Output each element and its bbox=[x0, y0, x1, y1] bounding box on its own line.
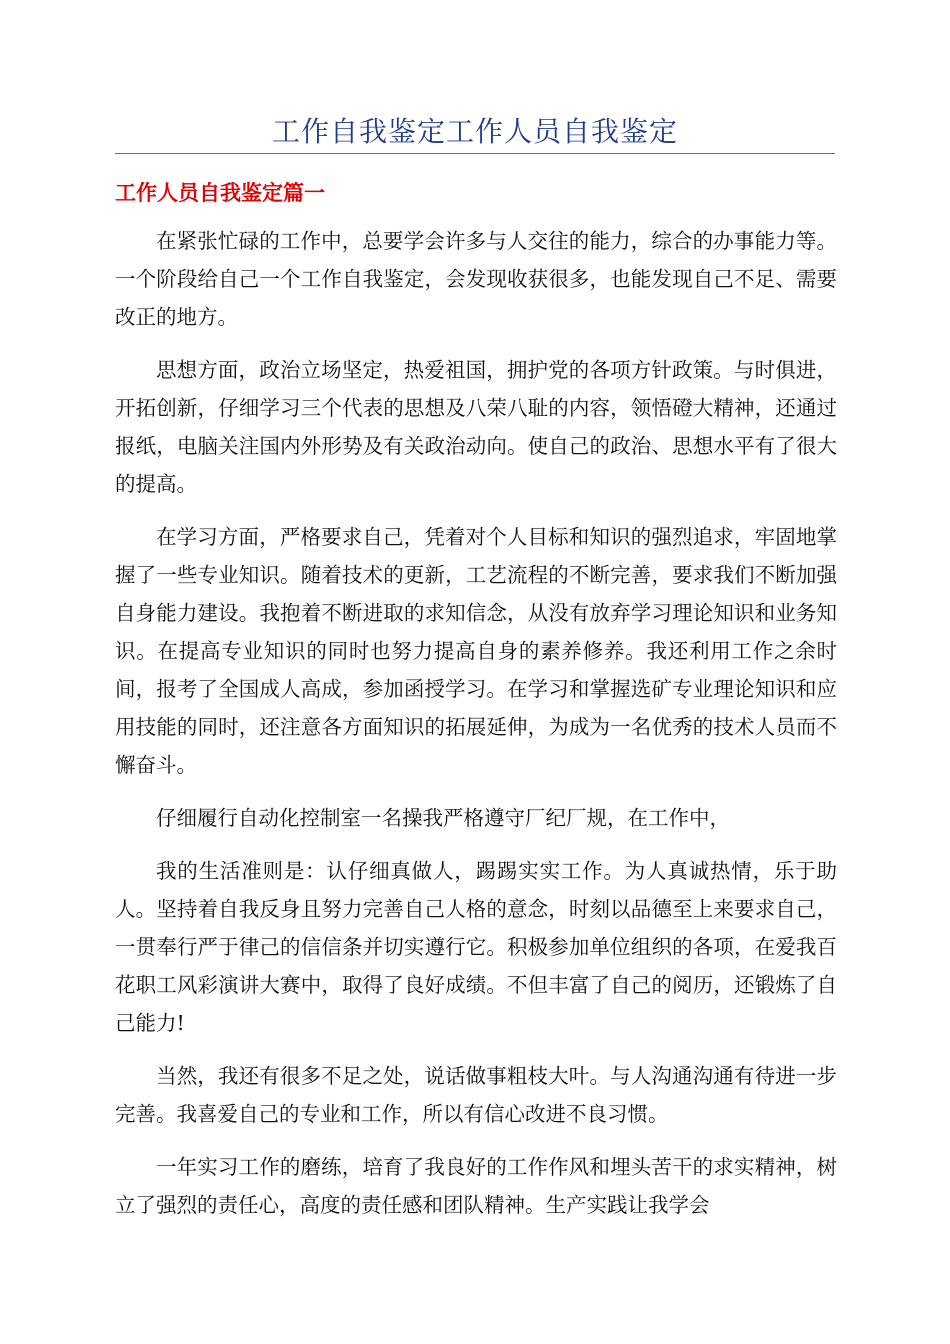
document-body bbox=[115, 222, 837, 1239]
paragraph-ideology: 思想方面，政治立场坚定，热爱祖国，拥护党的各项方针政策。与时俱进，开拓创新，仔细学习三个代表的思想及八荣八耻的内容，领悟磴大精神，还通过报纸，电脑关注国内外形势及有关政治动向。使自己的政治、思想水平有了很大的提高。 bbox=[115, 358, 837, 496]
paragraph-duty: 仔细履行自动化控制室一名操我严格遵守厂纪厂规，在工作中， bbox=[156, 806, 730, 830]
paragraph-internship: 一年实习工作的磨练，培育了我良好的工作作风和埋头苦干的求实精神，树立了强烈的责任心，高度的责任感和团队精神。生产实践让我学会 bbox=[115, 1155, 837, 1217]
paragraph-intro: 在紧张忙碌的工作中，总要学会许多与人交往的能力，综合的办事能力等。一个阶段给自己一个工作自我鉴定，会发现收获很多，也能发现自己不足、需要改正的地方。 bbox=[115, 229, 837, 329]
paragraph-life: 我的生活准则是：认仔细真做人，踢踢实实工作。为人真诚热情，乐于助人。坚持着自我反身且努力完善自己人格的意念，时刻以品德至上来要求自己，一贯奉行严于律己的信信条并切实遵行它。积极参加单位组织的各项，在爱我百花职工风彩演讲大赛中，取得了良好成绩。不但丰富了自己的阅历，还锻炼了自己能力! bbox=[115, 859, 837, 1035]
paragraph-shortcomings: 当然，我还有很多不足之处，说话做事粗枝大叶。与人沟通沟通有待进一步完善。我喜爱自己的专业和工作，所以有信心改进不良习惯。 bbox=[115, 1064, 837, 1126]
paragraph-study: 在学习方面，严格要求自己，凭着对个人目标和知识的强烈追求，牢固地掌握了一些专业知识。随着技术的更新，工艺流程的不断完善，要求我们不断加强自身能力建设。我抱着不断进取的求知信念，从没有放弃学习理论知识和业务知识。在提高专业知识的同时也努力提高自身的素养修养。我还利用工作之余时间，报考了全国成人高成，参加函授学习。在学习和掌握选矿专业理论知识和应用技能的同时，还注意各方面知识的拓展延伸，为成为一名优秀的技术人员而不懈奋斗。 bbox=[115, 525, 837, 777]
section-heading: 工作人员自我鉴定篇一 bbox=[115, 181, 325, 205]
document-title: 工作自我鉴定工作人员自我鉴定 bbox=[271, 115, 678, 148]
title-underline-divider bbox=[115, 153, 835, 154]
